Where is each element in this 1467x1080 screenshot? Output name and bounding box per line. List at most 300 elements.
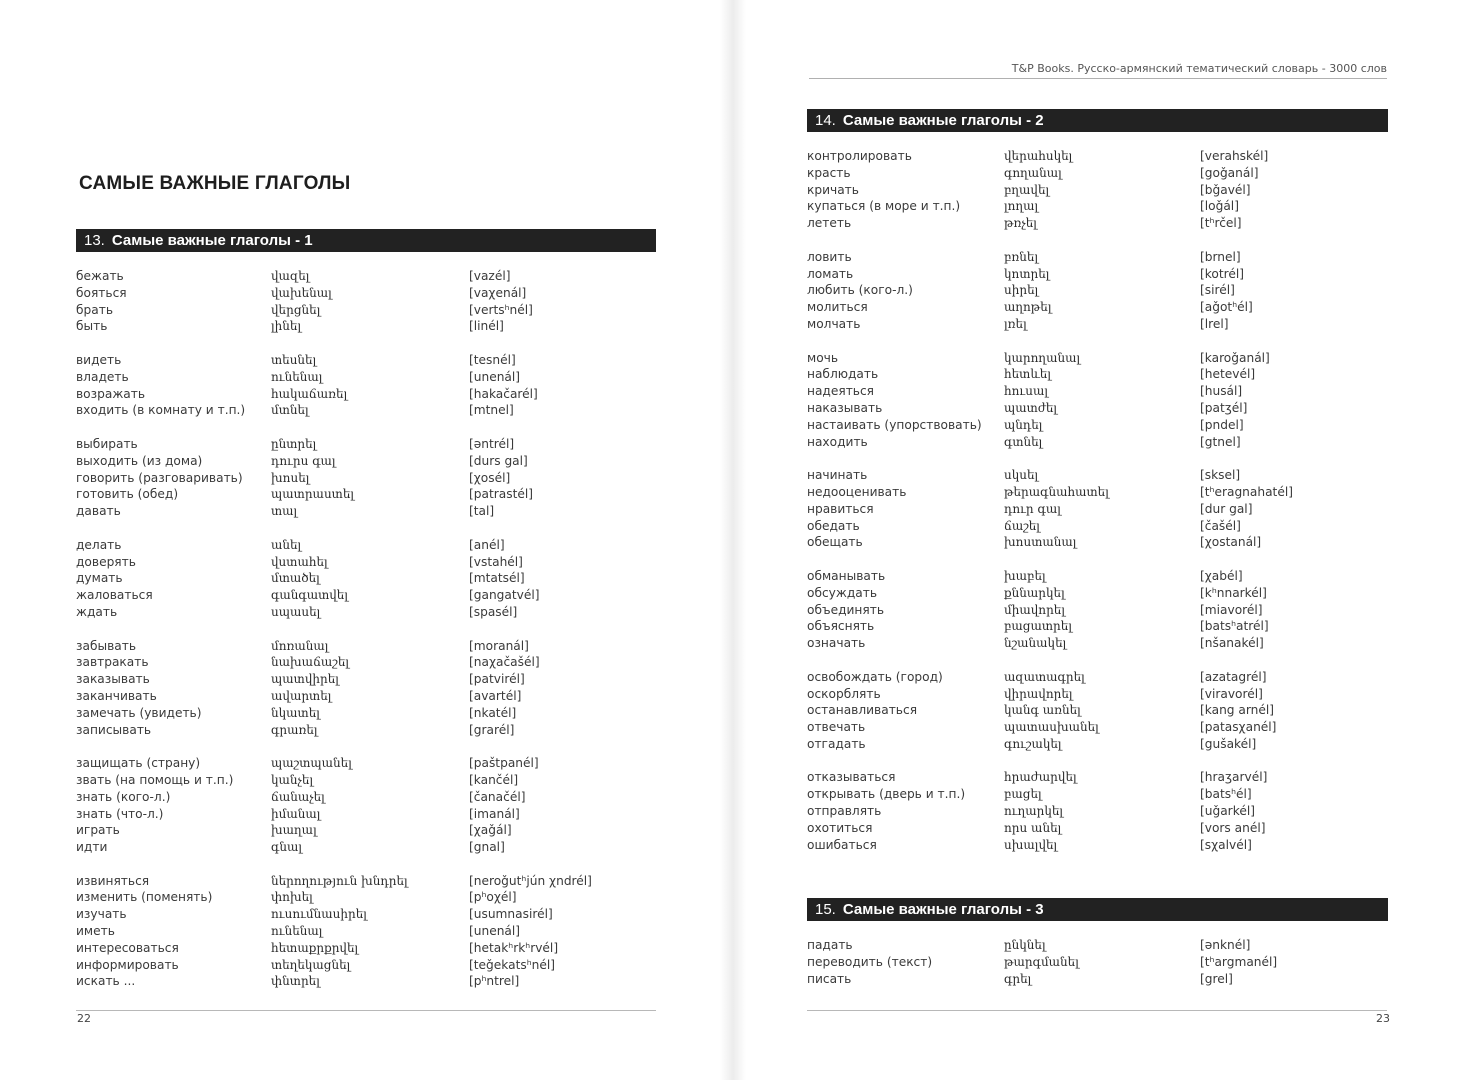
russian-word: недооценивать: [807, 484, 907, 499]
armenian-word: որս անել: [1004, 820, 1062, 835]
armenian-word: թերագնահատել: [1004, 484, 1109, 499]
transliteration: [mtatsél]: [469, 571, 525, 586]
transliteration: [anél]: [469, 537, 505, 552]
section-entries-15: [807, 937, 1388, 987]
russian-word: заканчивать: [76, 688, 157, 703]
vocab-row: [76, 873, 656, 890]
russian-word: заказывать: [76, 672, 150, 687]
armenian-word: հուսալ: [1004, 384, 1048, 399]
armenian-word: սիրել: [1004, 283, 1039, 298]
vocab-row: [76, 537, 656, 554]
russian-word: готовить (обед): [76, 487, 179, 502]
group-spacer: [76, 335, 656, 352]
transliteration: [əntrél]: [469, 436, 515, 451]
transliteration: [dur gal]: [1200, 501, 1253, 516]
vocab-row: [807, 686, 1388, 703]
armenian-word: գրառել: [271, 722, 318, 737]
transliteration: [gangatvél]: [469, 588, 540, 603]
armenian-word: թռչել: [1004, 216, 1037, 231]
armenian-word: լինել: [271, 319, 302, 334]
group-spacer: [76, 520, 656, 537]
armenian-word: թարգմանել: [1004, 954, 1079, 969]
section-number: 15.: [815, 901, 836, 918]
armenian-word: խոստանալ: [1004, 535, 1077, 550]
russian-word: изменить (поменять): [76, 890, 213, 905]
armenian-word: մոռանալ: [271, 638, 329, 653]
transliteration: [pʰoχél]: [469, 890, 517, 905]
transliteration: [χaǧál]: [469, 823, 512, 838]
russian-word: извиняться: [76, 873, 150, 888]
russian-word: объединять: [807, 602, 885, 617]
vocab-row: [76, 285, 656, 302]
armenian-word: տեղեկացնել: [271, 957, 351, 972]
vocab-row: [76, 688, 656, 705]
russian-word: означать: [807, 636, 866, 651]
russian-word: настаивать (упорствовать): [807, 417, 982, 432]
russian-word: обещать: [807, 535, 863, 550]
group-spacer: [76, 419, 656, 436]
transliteration: [imanál]: [469, 806, 520, 821]
transliteration: [mtnel]: [469, 403, 514, 418]
vocab-row: [807, 669, 1388, 686]
russian-word: останавливаться: [807, 703, 918, 718]
russian-word: иметь: [76, 924, 115, 939]
russian-word: жаловаться: [76, 588, 153, 603]
armenian-word: պատասխանել: [1004, 720, 1099, 735]
armenian-word: գնալ: [271, 840, 303, 855]
armenian-word: մտնել: [271, 403, 309, 418]
armenian-word: ազատագրել: [1004, 669, 1085, 684]
vocab-row: [76, 940, 656, 957]
russian-word: отправлять: [807, 804, 882, 819]
transliteration: [unenál]: [469, 369, 521, 384]
russian-word: владеть: [76, 369, 129, 384]
transliteration: [patasχanél]: [1200, 720, 1277, 735]
russian-word: знать (кого-л.): [76, 789, 171, 804]
vocab-row: [807, 215, 1388, 232]
transliteration: [hetakʰrkʰrvél]: [469, 940, 559, 955]
armenian-word: նախաճաշել: [271, 655, 350, 670]
russian-word: возражать: [76, 386, 146, 401]
transliteration: [linél]: [469, 319, 504, 334]
armenian-word: գրել: [1004, 971, 1032, 986]
vocab-row: [807, 954, 1388, 971]
russian-word: наказывать: [807, 400, 883, 415]
armenian-word: ընկնել: [1004, 938, 1046, 952]
armenian-word: ներողություն խնդրել: [271, 873, 408, 888]
russian-word: говорить (разговаривать): [76, 470, 243, 485]
armenian-word: ունենալ: [271, 369, 323, 384]
vocab-row: [807, 568, 1388, 585]
russian-word: замечать (увидеть): [76, 705, 202, 720]
transliteration: [avartél]: [469, 688, 522, 703]
transliteration: [χabél]: [1200, 568, 1243, 583]
armenian-word: հետևել: [1004, 367, 1051, 382]
armenian-word: ընտրել: [271, 436, 317, 451]
section-header-15: [807, 898, 1388, 921]
section-title: Самые важные глаголы - 3: [842, 901, 1044, 918]
transliteration: [vaχenál]: [469, 285, 527, 300]
transliteration: [patrastél]: [469, 487, 533, 502]
russian-word: падать: [807, 938, 853, 952]
russian-word: начинать: [807, 468, 868, 483]
russian-word: лететь: [807, 216, 852, 231]
armenian-word: վախենալ: [271, 285, 332, 300]
vocab-row: [807, 635, 1388, 652]
vocab-row: [76, 268, 656, 285]
russian-word: находить: [807, 434, 868, 449]
vocab-row: [76, 923, 656, 940]
vocab-row: [807, 417, 1388, 434]
vocab-row: [807, 148, 1388, 165]
vocab-row: [76, 604, 656, 621]
transliteration: [tʰargmanél]: [1200, 954, 1278, 969]
armenian-word: նշանակել: [1004, 636, 1067, 651]
vocab-row: [807, 719, 1388, 736]
armenian-word: կարողանալ: [1004, 350, 1081, 365]
russian-word: оскорблять: [807, 686, 881, 701]
vocab-row: [76, 453, 656, 470]
russian-word: надеяться: [807, 384, 875, 399]
transliteration: [nkatél]: [469, 705, 517, 720]
group-spacer: [807, 551, 1388, 568]
transliteration: [pʰntrel]: [469, 974, 520, 989]
armenian-word: բացատրել: [1004, 619, 1072, 634]
armenian-word: պաշտպանել: [271, 756, 352, 771]
russian-word: бояться: [76, 285, 127, 300]
vocab-row: [76, 973, 656, 990]
vocab-row: [807, 198, 1388, 215]
transliteration: [gušakél]: [1200, 736, 1257, 751]
transliteration: [hetevél]: [1200, 367, 1256, 382]
armenian-word: դուր գալ: [1004, 501, 1061, 516]
russian-word: думать: [76, 571, 123, 586]
russian-word: обедать: [807, 518, 860, 533]
russian-word: отказываться: [807, 770, 896, 785]
russian-word: обманывать: [807, 568, 886, 583]
armenian-word: խոսել: [271, 470, 310, 485]
russian-word: ломать: [807, 266, 854, 281]
transliteration: [miavorél]: [1200, 602, 1263, 617]
armenian-word: պնդել: [1004, 417, 1043, 432]
armenian-word: բղավել: [1004, 182, 1050, 197]
vocab-row: [807, 585, 1388, 602]
russian-word: играть: [76, 823, 120, 838]
section-title: Самые важные глаголы - 1: [111, 232, 313, 249]
armenian-word: հետաքրքրվել: [271, 940, 359, 955]
transliteration: [ənknél]: [1200, 938, 1251, 952]
vocab-row: [807, 467, 1388, 484]
armenian-word: ուսումնասիրել: [271, 907, 367, 922]
russian-word: объяснять: [807, 619, 875, 634]
transliteration: [patʒél]: [1200, 400, 1248, 415]
vocab-row: [807, 249, 1388, 266]
transliteration: [grel]: [1200, 971, 1233, 986]
russian-word: делать: [76, 537, 122, 552]
vocab-row: [76, 436, 656, 453]
armenian-word: սկսել: [1004, 468, 1039, 483]
vocab-row: [807, 971, 1388, 988]
vocab-row: [807, 837, 1388, 854]
transliteration: [patvirél]: [469, 672, 525, 687]
vocab-row: [807, 803, 1388, 820]
armenian-word: բացել: [1004, 787, 1042, 802]
transliteration: [sksel]: [1200, 468, 1241, 483]
transliteration: [aǧotʰél]: [1200, 300, 1253, 315]
transliteration: [gnal]: [469, 840, 505, 855]
transliteration: [paštpanél]: [469, 756, 539, 771]
vocab-row: [76, 638, 656, 655]
russian-word: давать: [76, 504, 121, 519]
transliteration: [vors anél]: [1200, 820, 1266, 835]
vocab-row: [807, 182, 1388, 199]
russian-word: обсуждать: [807, 585, 878, 600]
vocab-row: [807, 501, 1388, 518]
transliteration: [hakačarél]: [469, 386, 538, 401]
russian-word: ошибаться: [807, 837, 877, 852]
section-number: 14.: [815, 112, 836, 129]
vocab-row: [807, 366, 1388, 383]
transliteration: [tesnél]: [469, 352, 516, 367]
vocab-row: [76, 318, 656, 335]
armenian-word: աղոթել: [1004, 300, 1052, 315]
transliteration: [naχačašél]: [469, 655, 540, 670]
armenian-word: տալ: [271, 504, 298, 519]
section-entries-14: [807, 148, 1388, 853]
running-head: T&P Books. Русско-армянский тематический словарь - 3000 слов: [1011, 62, 1387, 75]
vocab-row: [807, 786, 1388, 803]
running-head-rule: [809, 78, 1387, 79]
armenian-word: կանչել: [271, 772, 314, 787]
section-title: Самые важные глаголы - 2: [842, 112, 1044, 129]
armenian-word: դուրս գալ: [271, 453, 336, 468]
transliteration: [azatagrél]: [1200, 669, 1267, 684]
vocab-row: [76, 822, 656, 839]
russian-word: контролировать: [807, 149, 912, 163]
russian-word: звать (на помощь и т.п.): [76, 772, 234, 787]
russian-word: выбирать: [76, 436, 138, 451]
transliteration: [loǧál]: [1200, 199, 1239, 214]
group-spacer: [807, 232, 1388, 249]
vocab-row: [807, 165, 1388, 182]
russian-word: изучать: [76, 907, 127, 922]
armenian-word: կոտրել: [1004, 266, 1050, 281]
vocab-row: [76, 386, 656, 403]
group-spacer: [807, 450, 1388, 467]
transliteration: [batsʰél]: [1200, 787, 1252, 802]
vocab-row: [807, 820, 1388, 837]
vocab-row: [76, 755, 656, 772]
transliteration: [kang arnél]: [1200, 703, 1275, 718]
armenian-word: պատրաստել: [271, 487, 355, 502]
section-number: 13.: [84, 232, 105, 249]
armenian-word: ճանաչել: [271, 789, 325, 804]
armenian-word: հակաճառել: [271, 386, 348, 401]
russian-word: любить (кого-л.): [807, 283, 913, 298]
transliteration: [bǧavél]: [1200, 182, 1251, 197]
vocab-row: [76, 587, 656, 604]
transliteration: [tal]: [469, 504, 495, 519]
transliteration: [teǧekatsʰnél]: [469, 957, 555, 972]
vocab-row: [76, 570, 656, 587]
armenian-word: հրաժարվել: [1004, 770, 1077, 785]
group-spacer: [807, 652, 1388, 669]
russian-word: забывать: [76, 638, 137, 653]
group-spacer: [807, 333, 1388, 350]
transliteration: [unenál]: [469, 924, 521, 939]
russian-word: молиться: [807, 300, 868, 315]
vocab-row: [76, 352, 656, 369]
armenian-word: սխալվել: [1004, 837, 1058, 852]
russian-word: быть: [76, 319, 108, 334]
vocab-row: [807, 350, 1388, 367]
transliteration: [batsʰatrél]: [1200, 619, 1269, 634]
transliteration: [neroǧutʰjún χndrél]: [469, 873, 592, 888]
transliteration: [verahskél]: [1200, 149, 1269, 163]
left-page: [0, 0, 733, 1080]
vocab-row: [807, 266, 1388, 283]
russian-word: бежать: [76, 269, 124, 283]
russian-word: красть: [807, 165, 851, 180]
russian-word: выходить (из дома): [76, 453, 203, 468]
chapter-title: САМЫЕ ВАЖНЫЕ ГЛАГОЛЫ: [79, 173, 351, 194]
vocab-row: [807, 534, 1388, 551]
armenian-word: վազել: [271, 269, 310, 283]
russian-word: видеть: [76, 352, 122, 367]
transliteration: [χosél]: [469, 470, 511, 485]
transliteration: [vazél]: [469, 269, 511, 283]
footer-rule: [807, 1010, 1387, 1011]
armenian-word: բռնել: [1004, 249, 1039, 264]
vocab-row: [76, 402, 656, 419]
armenian-word: գուշակել: [1004, 736, 1062, 751]
russian-word: искать ...: [76, 974, 136, 989]
armenian-word: միավորել: [1004, 602, 1065, 617]
vocab-row: [76, 789, 656, 806]
right-page: [733, 0, 1467, 1080]
vocab-row: [76, 554, 656, 571]
armenian-word: լռել: [1004, 316, 1027, 331]
russian-word: молчать: [807, 316, 861, 331]
russian-word: интересоваться: [76, 940, 179, 955]
vocab-row: [807, 602, 1388, 619]
vocab-row: [76, 705, 656, 722]
transliteration: [spasél]: [469, 604, 518, 619]
section-entries-13: [76, 268, 656, 990]
russian-word: нравиться: [807, 501, 874, 516]
transliteration: [grarél]: [469, 722, 515, 737]
armenian-word: վերցնել: [271, 302, 321, 317]
vocab-row: [76, 957, 656, 974]
transliteration: [čašél]: [1200, 518, 1241, 533]
vocab-row: [807, 282, 1388, 299]
armenian-word: մտածել: [271, 571, 320, 586]
armenian-word: փոխել: [271, 890, 313, 905]
group-spacer: [807, 753, 1388, 770]
russian-word: входить (в комнату и т.п.): [76, 403, 246, 418]
armenian-word: կանգ առնել: [1004, 703, 1081, 718]
transliteration: [sχalvél]: [1200, 837, 1252, 852]
russian-word: купаться (в море и т.п.): [807, 199, 961, 214]
armenian-word: քննարկել: [1004, 585, 1065, 600]
russian-word: переводить (текст): [807, 954, 933, 969]
transliteration: [hraʒarvél]: [1200, 770, 1268, 785]
transliteration: [lrel]: [1200, 316, 1229, 331]
armenian-word: պատժել: [1004, 400, 1058, 415]
russian-word: брать: [76, 302, 114, 317]
armenian-word: ճաշել: [1004, 518, 1040, 533]
russian-word: информировать: [76, 957, 179, 972]
russian-word: мочь: [807, 350, 839, 365]
transliteration: [uǧarkél]: [1200, 804, 1255, 819]
group-spacer: [76, 738, 656, 755]
russian-word: ждать: [76, 604, 118, 619]
armenian-word: ավարտել: [271, 688, 332, 703]
transliteration: [durs gal]: [469, 453, 528, 468]
transliteration: [moranál]: [469, 638, 529, 653]
page-number: 22: [77, 1012, 91, 1025]
russian-word: освобождать (город): [807, 669, 943, 684]
vocab-row: [807, 736, 1388, 753]
group-spacer: [76, 621, 656, 638]
vocab-row: [76, 906, 656, 923]
vocab-row: [76, 722, 656, 739]
russian-word: защищать (страну): [76, 756, 201, 771]
vocab-row: [76, 806, 656, 823]
footer-rule: [76, 1010, 656, 1011]
armenian-word: խաղալ: [271, 823, 317, 838]
vocab-row: [807, 937, 1388, 954]
armenian-word: ուղարկել: [1004, 804, 1064, 819]
armenian-word: գողանալ: [1004, 165, 1062, 180]
armenian-word: տեսնել: [271, 352, 317, 367]
russian-word: ловить: [807, 249, 852, 264]
transliteration: [pndel]: [1200, 417, 1244, 432]
transliteration: [nšanakél]: [1200, 636, 1264, 651]
vocab-row: [807, 702, 1388, 719]
russian-word: записывать: [76, 722, 152, 737]
armenian-word: իմանալ: [271, 806, 321, 821]
transliteration: [tʰeragnahatél]: [1200, 484, 1293, 499]
vocab-row: [807, 518, 1388, 535]
russian-word: кричать: [807, 182, 859, 197]
russian-word: завтракать: [76, 655, 149, 670]
section-header-13: [76, 229, 656, 252]
armenian-word: գտնել: [1004, 434, 1043, 449]
russian-word: доверять: [76, 554, 136, 569]
russian-word: знать (что-л.): [76, 806, 164, 821]
transliteration: [kotrél]: [1200, 266, 1244, 281]
vocab-row: [807, 484, 1388, 501]
vocab-row: [807, 618, 1388, 635]
transliteration: [kʰnnarkél]: [1200, 585, 1267, 600]
vocab-row: [807, 299, 1388, 316]
armenian-word: նկատել: [271, 705, 320, 720]
armenian-word: փնտրել: [271, 974, 320, 989]
armenian-word: անել: [271, 537, 302, 552]
armenian-word: գանգատվել: [271, 588, 348, 603]
vocab-row: [76, 470, 656, 487]
page-number: 23: [1376, 1012, 1390, 1025]
armenian-word: վիրավորել: [1004, 686, 1073, 701]
armenian-word: խաբել: [1004, 568, 1046, 583]
russian-word: писать: [807, 971, 852, 986]
russian-word: охотиться: [807, 820, 873, 835]
vocab-row: [807, 769, 1388, 786]
vocab-row: [76, 889, 656, 906]
russian-word: наблюдать: [807, 367, 879, 382]
armenian-word: պատվիրել: [271, 672, 339, 687]
